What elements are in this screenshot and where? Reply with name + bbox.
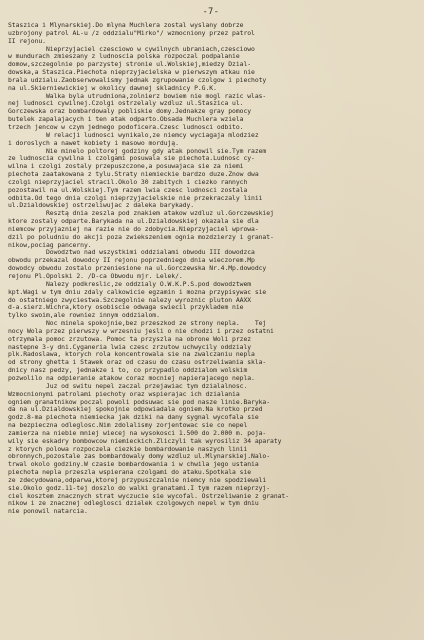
text-line: Nieprzyjaciel czesciowo w cywilnych ubraniach,czesciowo (8, 45, 255, 53)
text-line: godz.8-ma piechota niemiecka jak dziki na dany sygnal wycofala sie (8, 414, 259, 422)
text-line: wily sie eskadry bombowcow niemieckich.Zliczyli tak wyrosiliz 34 aparaty (8, 437, 282, 445)
text-line: Walka byla utrudniona,zolnierz bowiem nie mogl razic wlas- (8, 92, 267, 100)
text-line: nej ludnosci cywilnej.Czolgi ostrzelaly wzdluz ul.Staszica ul. (8, 100, 244, 108)
text-line: obwodu przekazal dowodcy II rejonu poprzedniego dnia wieczorem.Mp (8, 257, 255, 265)
page-number: -7- (202, 7, 220, 17)
text-line: Nalezy podkreslic,ze oddzialy O.W.K.P.S.pod dowodztwem (8, 280, 252, 288)
text-line: ogniem granatnikow poczal powoli podsuwac sie pod nasze linie.Baryka- (8, 398, 271, 406)
text-line: trzech jencow w czym jednego podoficera.Czesc ludnosci odbito. (8, 123, 244, 131)
text-line: Resztą dnia zeszla pod znakiem atakow wzdluz ul.Gorczewskiej (8, 210, 274, 218)
text-line: uzbrojony patrol AL-u /z oddzialu"Mirko"/ wzmocniony przez patrol (8, 29, 255, 37)
text-line: pozostawil na ul.Wolskiej.Tym razem lwia czesc ludnosci zostala (8, 186, 248, 194)
text-line: na ul.Skierniewickiej w okolicy dawnej skladnicy P.G.K. (8, 84, 217, 92)
text-line: niemcow przyjazniej na razie nie do zdobycia.Nieprzyjaciel wprowa- (8, 225, 259, 233)
text-line: ul.Dzialdowskiej ostrzeliwujac z daleka barykady. (8, 202, 195, 210)
body-text (8, 22, 414, 516)
text-line: piechota zaatakowana z tylu.Straty niemieckie bardzo duze.Znow dwa (8, 171, 259, 179)
text-line: II rejonu. (8, 37, 46, 45)
text-line: nikow i ze znacznej odleglosci dzialek czolgowych nepel w tym dniu (8, 500, 259, 508)
text-line: pozwolilo na odpieranie atakow coraz mocniej napierajacego nepla. (8, 374, 255, 382)
text-line: obronnych,pozostale zas bombardowaly domy wzdluz ul.Mlynarskiej.Nalo- (8, 453, 271, 461)
text-line: otrzymala pomoc zrzutowa. Pomoc ta przyszla na obrone Woli przez (8, 335, 252, 343)
text-line: od strony ghetta i Stawek oraz od czasu do czasu ostrzeliwania skla- (8, 359, 267, 367)
text-line: Nie minelo poltorej godziny gdy atak ponowil sie.Tym razem (8, 147, 267, 155)
text-line: nikow,pociag pancerny. (8, 241, 92, 249)
text-line: rejonu Pl.Opolski 2. /D-ca Obwodu mjr. Lelek/. (8, 273, 183, 280)
text-line: ze ludnoscia cywilna i czolgami posuwala sie piechota.Ludnosc cy- (8, 155, 255, 163)
text-line: z ktorych polowa rozpoczela ciezkie bombardowanie naszych linii (8, 445, 248, 453)
text-line: ciel kosztem znacznych strat wyczucie sie wycofal. Ostrzeliwanie z granat- (8, 492, 290, 500)
text-line: ze zdecydowana,odparwa,ktorej przypuszczalnie niemcy nie spodziewali (8, 476, 267, 484)
text-line: tylko swoim,ale rowniez innym oddzialom. (8, 312, 160, 320)
text-line: dnicy nasz pedzy, jednakze i to, co przypadlo oddzialom wolskim (8, 367, 248, 375)
text-line: nastepne 3-y dni.Cyganeria lwia czesc zrzutow uchwycily oddzialy (8, 343, 252, 351)
text-line: odbita.Od tego dnia czolgi nieprzyjacielskie nie przekraczaly linii (8, 194, 263, 202)
text-line: nie ponowil natarcia. (8, 508, 88, 516)
text-line: W relacji ludnosci wynikalo,ze niemcy wyciagaja mlodziez (8, 131, 259, 139)
text-line: dowska,a Staszica.Piechota nieprzyjacielska w pierwszym atkau nie (8, 69, 255, 77)
text-line: zamierza na niebie mniej wiecej na wysokosci 1.500 do 2.000 m. poja- (8, 429, 267, 437)
text-line: Noc minela spokojnie,bez przeszkod ze strony nepla. Tej (8, 320, 267, 328)
text-line: nocy Wola przez pierwszy w wrzesniu jesli o nie chodzi i przez ostatni (8, 327, 274, 335)
text-line: Gorczewska oraz bombardowaly pobliskie domy.Jednakze gray pomocy (8, 108, 252, 116)
text-line: sie.Okolo godz.11-tej doszlo do walki granatami.I tym razem nieprzyj- (8, 484, 271, 492)
text-line: Wzmocnionymi patrolami piechoty oraz wspierajac ich dzialania (8, 390, 240, 398)
text-line: kpt.Wagi w tym dniu zdaly calkowicie egzamin i mozna przypisywac sie (8, 288, 267, 296)
text-line: plk.Radoslawa, ktorych rola koncentrowala sie na zwalczaniu nepla (8, 351, 255, 359)
text-line: butelek zapalajacych i ten atak odparto.Obsada Muchlera wziela (8, 116, 244, 124)
text-line: wilna i czolgi zostaly przepuszczone,a posuwajaca sie za niemi (8, 163, 244, 171)
text-line: ktore zostaly odparte.Barykada na ul.Dzialdowskiej okazala sie dla (8, 218, 259, 226)
text-line: czolgi nieprzyjaciel stracil.Okolo 30 zabitych i ciezko rannych (8, 178, 248, 186)
text-line: do ostatniego zwyciestwa.Szczegolnie nalezy wyroznic pluton AAXX (8, 296, 252, 304)
text-line: brala udzialu.Zaobserwowalismy jednak zgrupowanie czolgow i piechoty (8, 76, 267, 84)
text-line: piechota nepla przeszla wspierana czolgami do ataku.Spotkala sie (8, 469, 252, 477)
text-line: Staszica i Mlynarskiej.Do mlyna Muchlera zostal wyslany dobrze (8, 22, 244, 29)
text-line: dzil po poludniu do akcji poza zwiekszeniem ognia mozdzierzy i granat- (8, 233, 274, 241)
text-line: d-a.sierz.Wichra,ktory osobiscie odwaga swiecil przykladem nie (8, 304, 244, 312)
text-line: Dowodztwo nad wszystkimi oddzialami obwodu III dowodzca (8, 249, 255, 257)
text-line: trwal okolo godziny.W czasie bombardowania i w chwila jego ustania (8, 461, 259, 469)
text-line: i doroslych a nawet kobiety i masowo mordują. (8, 139, 179, 147)
text-line: Juz od switu nepel zaczal przejawiac tym dzialalnosc. (8, 382, 248, 390)
text-line: dowodcy obwodu zostalo przeniesione na ul.Gorczewska Nr.4.Mp.dowodcy (8, 265, 267, 273)
text-line: w mundurach zmieszany z ludnoscia polska rozpoczal podpalanie (8, 53, 240, 61)
text-line: na bezpieczna odleglosc.Nim zdolalismy zorjentowac sie co nepel (8, 422, 248, 430)
text-line: da na ul.Dzialdowskiej spokojnie odpowiadala ogniem.Na krotko przed (8, 406, 263, 414)
text-line: domow,szczegolnie po parzystej stronie ul.Wolskiej,miedzy Dzial- (8, 61, 252, 69)
